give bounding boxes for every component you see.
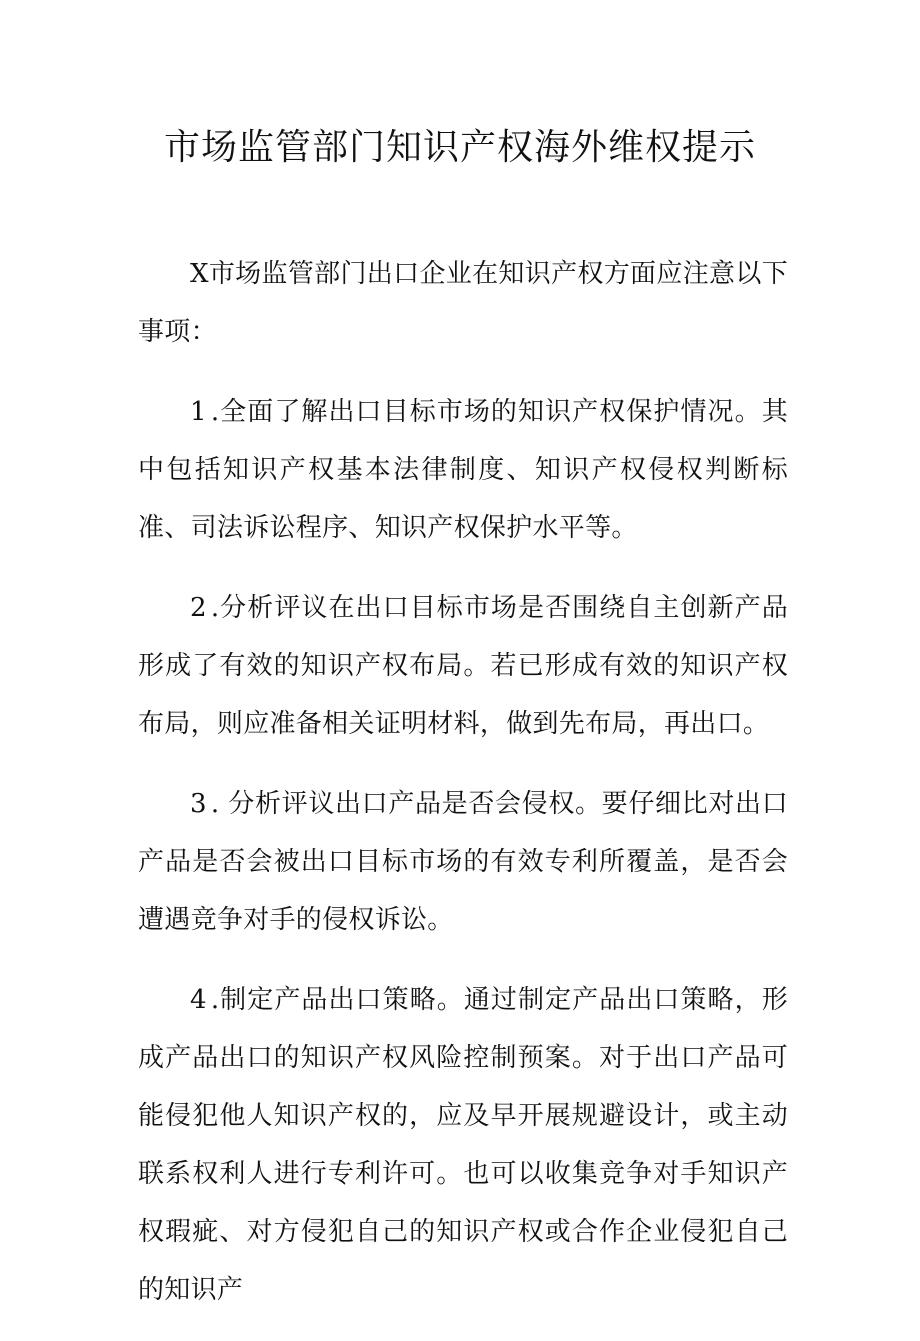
item-text: .全面了解出口目标市场的知识产权保护情况。其中包括知识产权基本法律制度、知识产权侵权判断标准、司法诉讼程序、知识产权保护水平等。 [138,397,788,543]
item-paragraph-4 [138,971,788,1319]
item-paragraph-3 [138,775,788,949]
document-title: 市场监管部门知识产权海外维权提示 [163,127,756,168]
item-text: . 分析评议出口产品是否会侵权。要仔细比对出口产品是否会被出口目标市场的有效专利所覆盖，是否会遭遇竞争对手的侵权诉讼。 [138,789,788,935]
item-paragraph-2 [138,579,788,753]
item-text: .分析评议在出口目标市场是否围绕自主创新产品形成了有效的知识产权布局。若已形成有效的知识产权布局，则应准备相关证明材料，做到先布局，再出口。 [138,593,788,739]
document-body [138,245,788,1341]
intro-paragraph: X市场监管部门出口企业在知识产权方面应注意以下事项： [138,259,788,347]
item-text: .制定产品出口策略。通过制定产品出口策略，形成产品出口的知识产权风险控制预案。对于出口产品可能侵犯他人知识产权的，应及早开展规避设计，或主动联系权利人进行专利许可。也可以收集竞争对手知识产权瑕疵、对方侵犯自己的知识产权或合作企业侵犯自己的知识产 [138,985,788,1305]
item-number: 4 [190,985,207,1015]
item-number: 1 [190,397,207,427]
item-number: 2 [190,593,207,623]
item-number: 3 [190,789,207,819]
item-paragraph-1 [138,383,788,557]
